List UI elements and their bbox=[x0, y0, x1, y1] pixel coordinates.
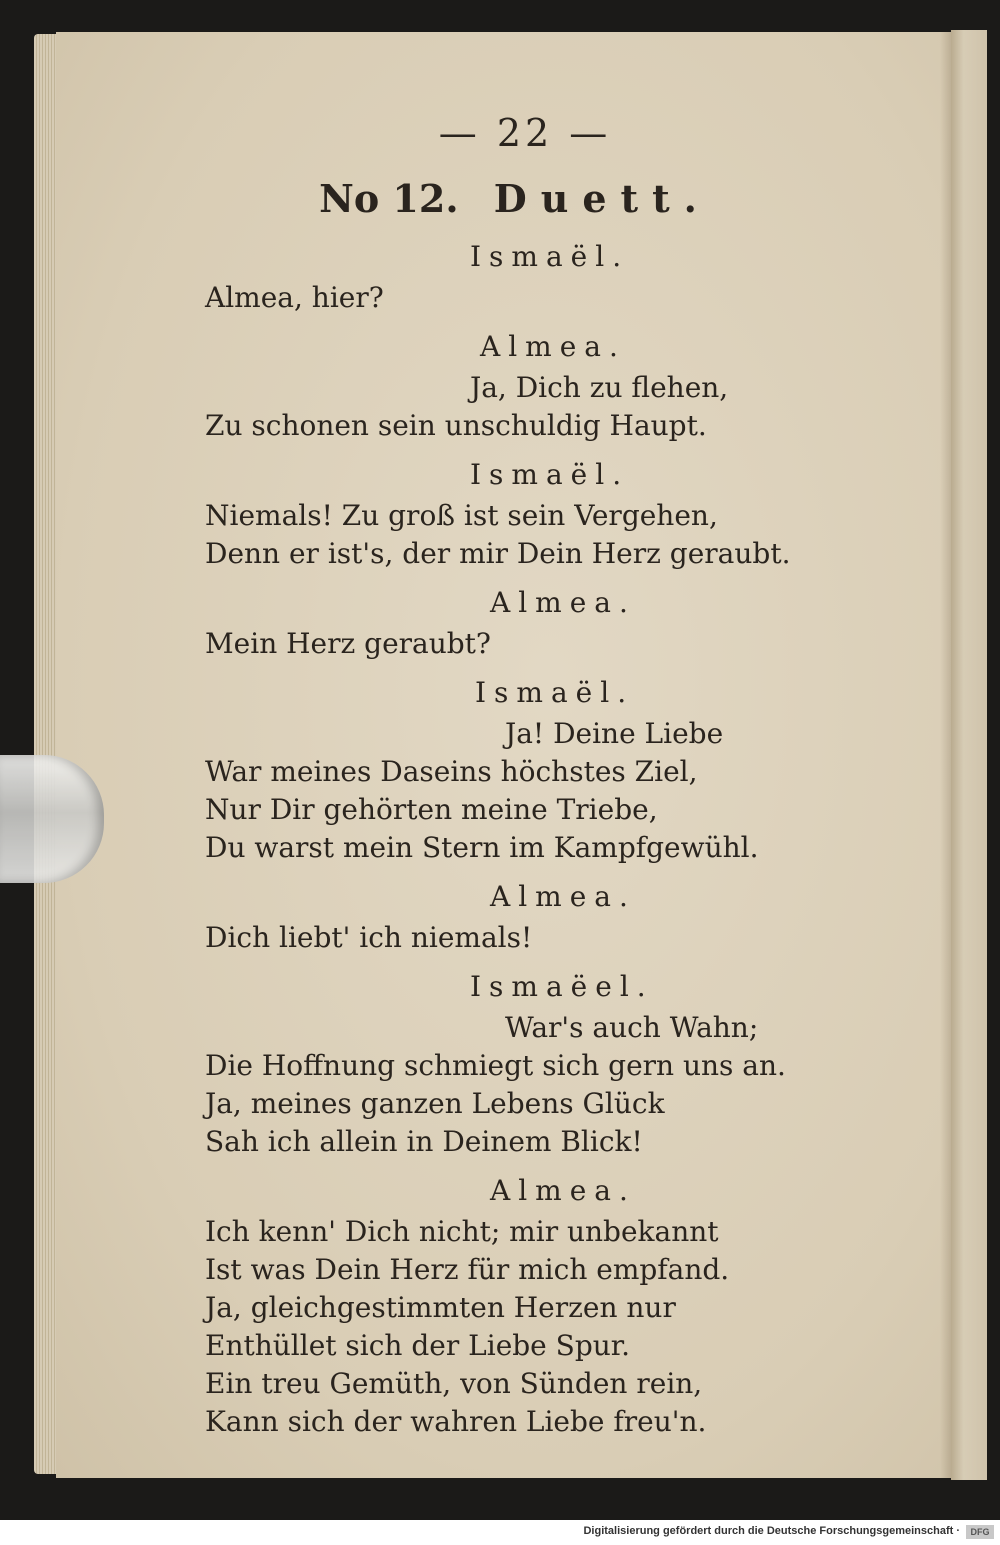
verse-line: Ja! Deine Liebe bbox=[505, 717, 724, 750]
verse-line: War's auch Wahn; bbox=[505, 1011, 759, 1044]
verse-line: Almea, hier? bbox=[205, 281, 384, 314]
verse-line: Ich kenn' Dich nicht; mir unbekannt bbox=[205, 1215, 719, 1248]
verse-line: Zu schonen sein unschuldig Haupt. bbox=[205, 409, 707, 442]
speaker-name: Ismaël. bbox=[475, 676, 635, 709]
speaker-name: Almea. bbox=[490, 586, 636, 619]
piece-type: Duett. bbox=[493, 176, 711, 221]
speaker-name: Ismaëel. bbox=[470, 970, 654, 1003]
verse-line: Ein treu Gemüth, von Sünden rein, bbox=[205, 1367, 703, 1400]
speaker-name: Almea. bbox=[490, 1174, 636, 1207]
verse-line: Enthüllet sich der Liebe Spur. bbox=[205, 1329, 631, 1362]
verse-line: Kann sich der wahren Liebe freu'n. bbox=[205, 1405, 707, 1438]
page-content bbox=[205, 105, 825, 1441]
speaker-name: Almea. bbox=[480, 330, 626, 363]
verse-line: Ja, gleichgestimmten Herzen nur bbox=[205, 1291, 676, 1324]
verse-line: Niemals! Zu groß ist sein Vergehen, bbox=[205, 499, 718, 532]
verse-line: Denn er ist's, der mir Dein Herz geraubt. bbox=[205, 537, 791, 570]
speaker-name: Ismaël. bbox=[470, 240, 630, 273]
verse-line: Die Hoffnung schmiegt sich gern uns an. bbox=[205, 1049, 786, 1082]
facing-page-edge bbox=[951, 30, 987, 1480]
verse-line: Du warst mein Stern im Kampfgewühl. bbox=[205, 831, 759, 864]
verse-line: War meines Daseins höchstes Ziel, bbox=[205, 755, 698, 788]
verse-line: Mein Herz geraubt? bbox=[205, 627, 491, 660]
verse-line: Ja, Dich zu flehen, bbox=[470, 371, 729, 404]
funding-credit: Digitalisierung gefördert durch die Deutsche Forschungsgemeinschaft · bbox=[583, 1525, 960, 1537]
page-number: — 22 — bbox=[438, 111, 612, 155]
speaker-name: Almea. bbox=[490, 880, 636, 913]
verse-line: Nur Dir gehörten meine Triebe, bbox=[205, 793, 658, 826]
speaker-name: Ismaël. bbox=[470, 458, 630, 491]
piece-title bbox=[205, 171, 825, 227]
verse-line: Sah ich allein in Deinem Blick! bbox=[205, 1125, 643, 1158]
piece-number: No 12. bbox=[319, 176, 459, 221]
dfg-logo: DFG bbox=[966, 1525, 994, 1539]
verse-line: Ja, meines ganzen Lebens Glück bbox=[205, 1087, 665, 1120]
digitization-footer bbox=[0, 1520, 1000, 1545]
verse-line: Ist was Dein Herz für mich empfand. bbox=[205, 1253, 730, 1286]
verse-line: Dich liebt' ich niemals! bbox=[205, 921, 533, 954]
